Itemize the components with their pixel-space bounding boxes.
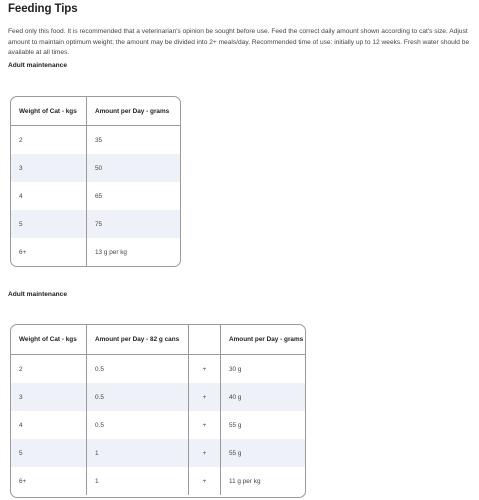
table-cell: 55 g <box>229 421 242 429</box>
plus-sign: + <box>189 383 221 411</box>
table-cell: 0.5 <box>87 411 189 439</box>
column-header-grams: Amount per Day - grams <box>95 107 170 115</box>
table-cell: 6+ <box>11 238 87 266</box>
table-cell: 2 <box>11 355 87 383</box>
table-cell: 55 g <box>229 449 242 457</box>
table-row <box>11 355 305 383</box>
table-row <box>11 182 180 210</box>
column-header-plus <box>189 325 221 354</box>
table-cell: 30 g <box>229 365 242 373</box>
plus-sign: + <box>189 355 221 383</box>
table-row <box>11 238 180 266</box>
table-row <box>11 411 305 439</box>
column-header-cans: Amount per Day - 82 g cans <box>87 325 189 354</box>
table-cell: 1 <box>87 439 189 467</box>
column-header-grams: Amount per Day - grams <box>229 336 304 343</box>
table-cell: 35 <box>95 136 103 144</box>
page-title: Feeding Tips <box>8 3 78 15</box>
table-row <box>11 383 305 411</box>
table-cell: 40 g <box>229 393 242 401</box>
table-cell: 5 <box>11 439 87 467</box>
feeding-table-dry <box>10 96 181 267</box>
table-row <box>11 467 305 495</box>
feeding-table-mixed <box>10 324 306 498</box>
table-row <box>11 210 180 238</box>
table-cell: 3 <box>11 154 87 182</box>
table-cell: 0.5 <box>87 383 189 411</box>
table-cell: 0.5 <box>87 355 189 383</box>
table-cell: 4 <box>11 411 87 439</box>
table-cell: 1 <box>87 467 189 495</box>
column-header-weight: Weight of Cat - kgs <box>11 325 87 354</box>
table-header-row <box>11 325 305 355</box>
table-row <box>11 439 305 467</box>
table-cell: 4 <box>11 182 87 210</box>
column-header-weight: Weight of Cat - kgs <box>11 97 87 125</box>
table-cell: 13 g per kg <box>95 248 127 256</box>
table-cell: 3 <box>11 383 87 411</box>
table-cell: 65 <box>95 192 103 200</box>
table-cell: 6+ <box>11 467 87 495</box>
table-cell: 75 <box>95 220 103 228</box>
feeding-instructions-text: Feed only this food. It is recommended that a veterinarian's opinion be sought before use. Feed the correct daily amount shown according to cat's size. Adjust amount to maintain optimum weight; the amount may be divided into 2+ meals/day. Recommended time of use: initially up to 12 weeks. Fresh water should be available at all times. <box>8 28 470 56</box>
table-header-row <box>11 97 180 126</box>
table-row <box>11 126 180 154</box>
table-cell: 2 <box>11 126 87 154</box>
table-row <box>11 154 180 182</box>
table-cell: 11 g per kg <box>229 477 261 485</box>
plus-sign: + <box>189 411 221 439</box>
table-cell: 50 <box>95 164 103 172</box>
plus-sign: + <box>189 467 221 495</box>
table-cell: 5 <box>11 210 87 238</box>
section-heading-wet-food: Adult maintenance <box>8 291 67 298</box>
section-heading-dry-food: Adult maintenance <box>8 62 67 69</box>
plus-sign: + <box>189 439 221 467</box>
